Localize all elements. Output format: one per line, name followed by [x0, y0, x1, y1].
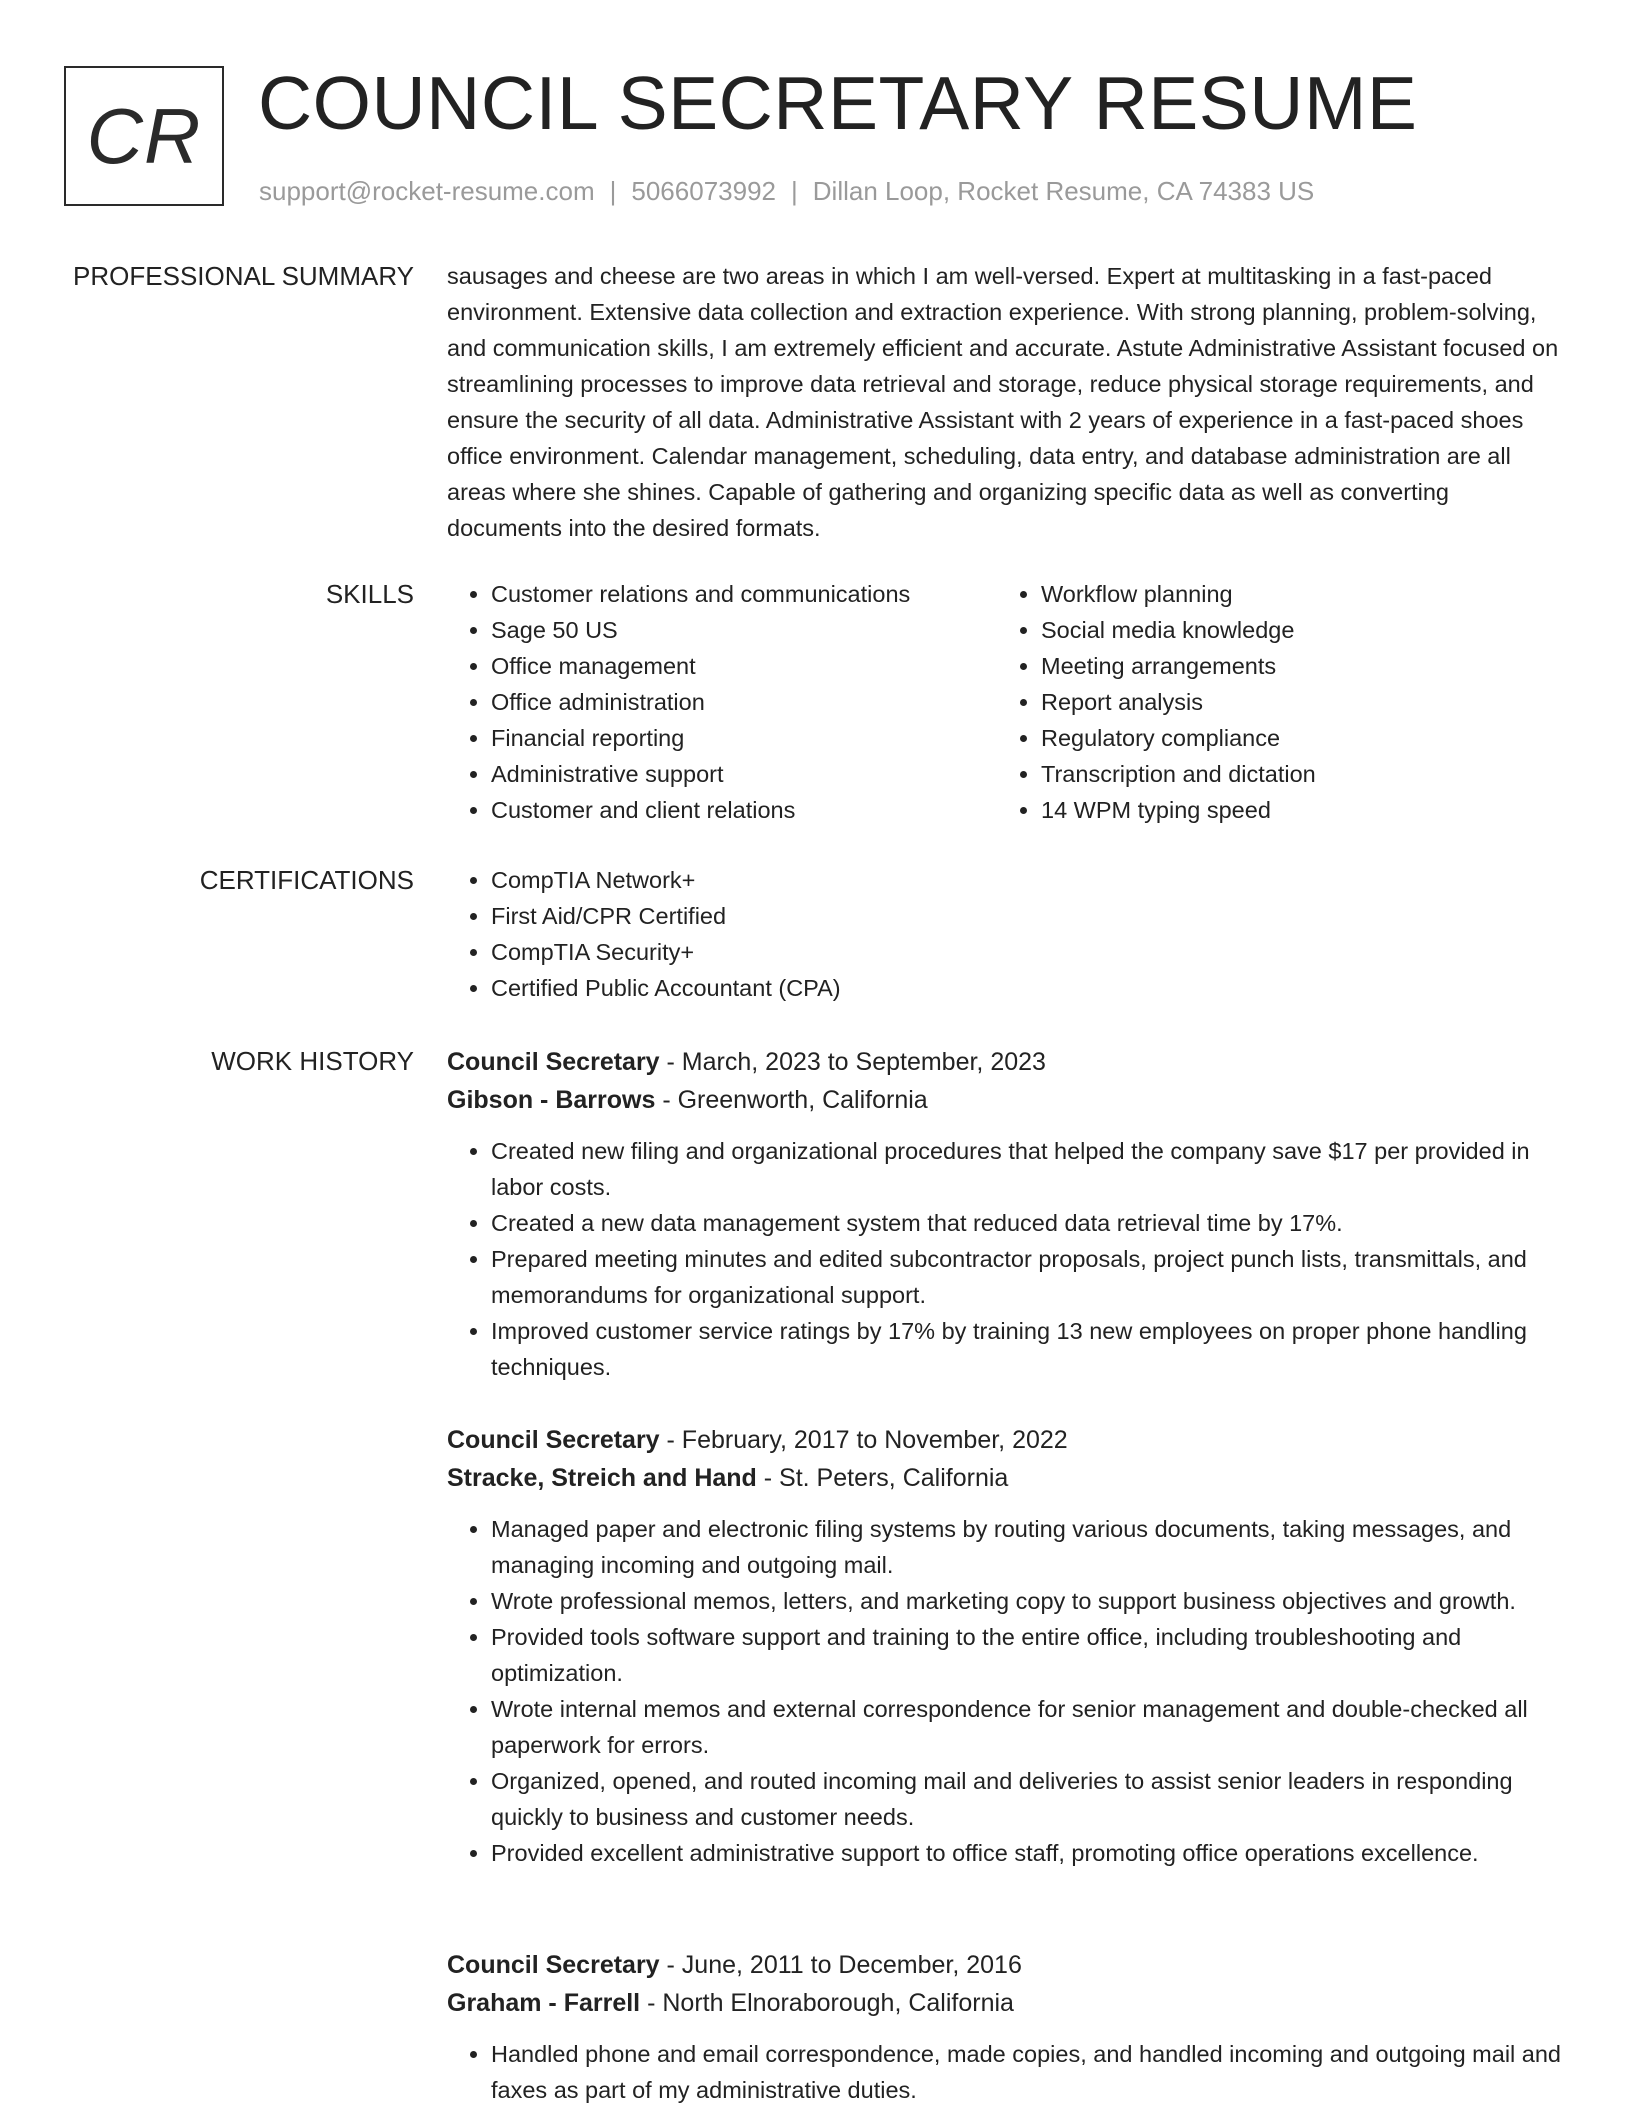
list-item: • Organized, opened, and routed incoming mail and deliveries to assist senior leaders in responding quickly to business and customer needs.: [491, 1763, 1567, 1835]
list-item: • Created a new data management system that reduced data retrieval time by 17%.: [491, 1205, 1567, 1241]
list-item: • CompTIA Security+: [491, 934, 1567, 970]
list-item: • Wrote professional memos, letters, and marketing copy to support business objectives and growth.: [491, 1583, 1567, 1619]
list-item: • Prepared meeting minutes and edited subcontractor proposals, project punch lists, transmittals, and memorandums for organizational support.: [491, 1241, 1567, 1313]
list-item: • Certified Public Accountant (CPA): [491, 970, 1567, 1006]
skills-section: [447, 576, 1567, 828]
list-item: • Workflow planning: [1041, 576, 1547, 612]
list-item: • Created new filing and organizational procedures that helped the company save $17 per provided in labor costs.: [491, 1133, 1567, 1205]
summary-section: [447, 258, 1567, 546]
list-item: • Provided tools software support and training to the entire office, including troubleshooting and optimization.: [491, 1619, 1567, 1691]
job-dates: - March, 2023 to September, 2023: [659, 1048, 1046, 1076]
skills-grid: [447, 576, 1567, 828]
certifications-list: [447, 862, 1567, 1006]
list-item: • Social media knowledge: [1041, 612, 1547, 648]
section-label-summary: PROFESSIONAL SUMMARY: [73, 261, 414, 291]
list-item: • Wrote internal memos and external correspondence for senior management and double-checked all paperwork for errors.: [491, 1691, 1567, 1763]
list-item: • Improved customer service ratings by 17% by training 13 new employees on proper phone handling techniques.: [491, 1313, 1567, 1385]
job-entry: [447, 1043, 1567, 1385]
section-label-work-history: WORK HISTORY: [211, 1046, 414, 1076]
job-title: Council Secretary: [447, 1048, 660, 1076]
contact-phone: 5066073992: [631, 176, 776, 206]
list-item: • Managed paper and electronic filing systems by routing various documents, taking messages, and managing incoming and outgoing mail.: [491, 1511, 1567, 1583]
monogram-logo: CR: [64, 66, 224, 206]
list-item: • Office management: [491, 648, 997, 684]
list-item: • Customer and client relations: [491, 792, 997, 828]
skills-list-right: [997, 576, 1547, 828]
page-title: COUNCIL SECRETARY RESUME: [258, 61, 1418, 145]
job-location: - St. Peters, California: [756, 1464, 1009, 1492]
skills-column-right: [997, 576, 1547, 828]
list-item: • Office administration: [491, 684, 997, 720]
work-history-section: [447, 1946, 1567, 2108]
list-item: • Handled phone and email correspondence, made copies, and handled incoming and outgoing mail and faxes as part of my administrative duties.: [491, 2036, 1567, 2108]
job-bullets: [447, 2036, 1567, 2108]
contact-address: Dillan Loop, Rocket Resume, CA 74383 US: [812, 176, 1315, 206]
list-item: • Administrative support: [491, 756, 997, 792]
job-title: Council Secretary: [447, 1951, 660, 1979]
job-company: Stracke, Streich and Hand: [447, 1464, 757, 1492]
list-item: • Meeting arrangements: [1041, 648, 1547, 684]
job-entry: [447, 1946, 1567, 2108]
job-dates: - June, 2011 to December, 2016: [659, 1951, 1022, 1979]
contact-separator: |: [609, 176, 617, 206]
list-item: • First Aid/CPR Certified: [491, 898, 1567, 934]
section-label-certifications: CERTIFICATIONS: [199, 865, 414, 895]
job-dates: - February, 2017 to November, 2022: [659, 1426, 1068, 1454]
certifications-section: [447, 862, 1567, 1006]
job-entry: [447, 1421, 1567, 1871]
job-company-line: [447, 1984, 1567, 2022]
list-item: • CompTIA Network+: [491, 862, 1567, 898]
contact-separator: |: [791, 176, 798, 206]
summary-text: sausages and cheese are two areas in which I am well-versed. Expert at multitasking in a fast-paced environment. Extensive data collection and extraction experience. With strong planning, problem-solving, and communication skills, I am extremely efficient and accurate. Astute Administrative Assistant focused on streamlining processes to improve data retrieval and storage, reduce physical storage requirements, and ensure the security of all data. Administrative Assistant with 2 years of experience in a fast-paced shoes office environment. Calendar management, scheduling, data entry, and database administration are all areas where she shines. Capable of gathering and organizing specific data as well as converting documents into the desired formats.: [447, 263, 1559, 541]
list-item: • Regulatory compliance: [1041, 720, 1547, 756]
job-company: Graham - Farrell: [447, 1989, 641, 2017]
list-item: • Provided excellent administrative support to office staff, promoting office operations excellence.: [491, 1835, 1567, 1871]
skills-column-left: [447, 576, 997, 828]
job-location: - Greenworth, California: [655, 1086, 928, 1114]
job-bullets: [447, 1511, 1567, 1871]
list-item: • 14 WPM typing speed: [1041, 792, 1547, 828]
list-item: • Financial reporting: [491, 720, 997, 756]
contact-line: [259, 175, 1314, 207]
job-title: Council Secretary: [447, 1426, 660, 1454]
job-company-line: [447, 1081, 1567, 1119]
list-item: • Report analysis: [1041, 684, 1547, 720]
list-item: • Transcription and dictation: [1041, 756, 1547, 792]
work-history-section: [447, 1421, 1567, 1871]
section-label-skills: SKILLS: [325, 579, 414, 609]
work-history-section: [447, 1043, 1567, 1385]
list-item: • Sage 50 US: [491, 612, 997, 648]
job-title-line: [447, 1043, 1567, 1081]
contact-email: support@rocket-resume.com: [259, 176, 595, 206]
job-bullets: [447, 1133, 1567, 1385]
list-item: • Customer relations and communications: [491, 576, 997, 612]
job-title-line: [447, 1946, 1567, 1984]
job-location: - North Elnoraborough, California: [640, 1989, 1014, 2017]
job-company-line: [447, 1459, 1567, 1497]
job-company: Gibson - Barrows: [447, 1086, 656, 1114]
skills-list-left: [447, 576, 997, 828]
job-title-line: [447, 1421, 1567, 1459]
